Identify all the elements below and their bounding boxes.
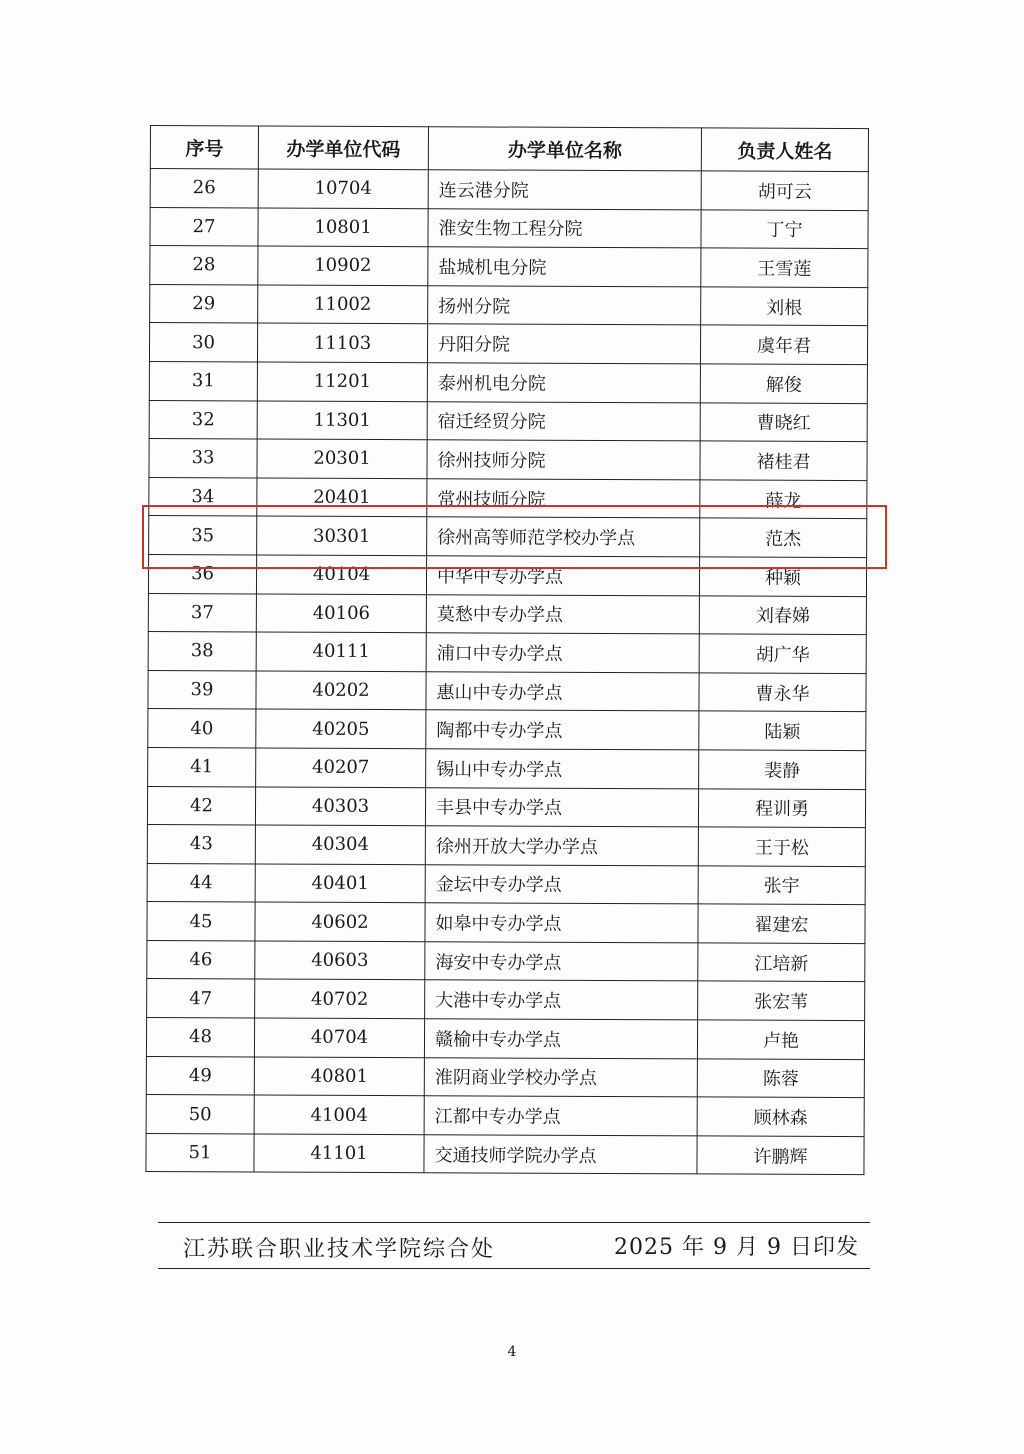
cell-index: 47 bbox=[147, 979, 255, 1018]
cell-unit-code: 41004 bbox=[254, 1095, 424, 1134]
cell-index: 32 bbox=[149, 400, 257, 439]
cell-index: 31 bbox=[149, 361, 257, 400]
cell-unit-code: 40106 bbox=[256, 594, 426, 633]
table-row bbox=[147, 940, 865, 982]
cell-unit-name: 海安中专办学点 bbox=[425, 942, 698, 982]
table-row bbox=[149, 516, 867, 558]
cell-unit-code: 40303 bbox=[255, 786, 425, 825]
table-row bbox=[146, 1056, 864, 1098]
cell-unit-code: 40207 bbox=[256, 748, 426, 787]
table-row bbox=[149, 361, 867, 403]
table-header-row bbox=[150, 126, 868, 172]
cell-unit-code: 40205 bbox=[256, 709, 426, 748]
table-row bbox=[150, 169, 868, 211]
cell-unit-code: 40401 bbox=[255, 864, 425, 903]
cell-index: 45 bbox=[147, 902, 255, 941]
cell-unit-name: 如皋中专办学点 bbox=[425, 903, 698, 943]
cell-unit-code: 20301 bbox=[257, 439, 427, 478]
cell-index: 28 bbox=[150, 246, 258, 285]
cell-unit-code: 11103 bbox=[257, 323, 427, 362]
cell-person-in-charge: 种颖 bbox=[699, 557, 866, 596]
cell-person-in-charge: 程训勇 bbox=[698, 788, 865, 827]
cell-person-in-charge: 虞年君 bbox=[700, 325, 867, 364]
cell-unit-code: 40202 bbox=[256, 671, 426, 710]
cell-person-in-charge: 许鹏辉 bbox=[697, 1136, 864, 1175]
page-number: 4 bbox=[507, 1344, 517, 1360]
cell-index: 43 bbox=[147, 825, 255, 864]
cell-person-in-charge: 顾林森 bbox=[697, 1097, 864, 1136]
cell-unit-code: 40801 bbox=[254, 1057, 424, 1096]
cell-index: 48 bbox=[146, 1018, 254, 1057]
cell-unit-code: 10902 bbox=[258, 246, 428, 285]
cell-unit-name: 莫愁中专办学点 bbox=[426, 594, 699, 634]
cell-unit-code: 40602 bbox=[255, 902, 425, 941]
table-row bbox=[147, 902, 865, 944]
cell-index: 44 bbox=[147, 863, 255, 902]
cell-person-in-charge: 王于松 bbox=[698, 827, 865, 866]
table-row bbox=[148, 554, 866, 596]
header-index: 序号 bbox=[150, 126, 258, 169]
cell-unit-name: 盐城机电分院 bbox=[428, 247, 701, 287]
cell-person-in-charge: 王雪莲 bbox=[701, 248, 868, 287]
cell-unit-name: 浦口中专办学点 bbox=[426, 633, 699, 673]
footer-date: 2025 年 9 月 9 日印发 bbox=[614, 1235, 859, 1260]
cell-unit-name: 泰州机电分院 bbox=[427, 363, 700, 403]
cell-index: 39 bbox=[148, 670, 256, 709]
cell-person-in-charge: 丁宁 bbox=[701, 209, 868, 248]
cell-person-in-charge: 曹永华 bbox=[699, 673, 866, 712]
table-row bbox=[149, 323, 867, 365]
cell-index: 46 bbox=[147, 940, 255, 979]
cell-index: 38 bbox=[148, 632, 256, 671]
cell-unit-code: 40704 bbox=[254, 1018, 424, 1057]
table-row bbox=[149, 477, 867, 519]
cell-index: 50 bbox=[146, 1095, 254, 1134]
cell-unit-name: 徐州技师分院 bbox=[427, 440, 700, 480]
cell-person-in-charge: 胡广华 bbox=[699, 634, 866, 673]
cell-unit-code: 40603 bbox=[255, 941, 425, 980]
cell-index: 26 bbox=[150, 169, 258, 208]
table-row bbox=[146, 1018, 864, 1060]
cell-unit-name: 连云港分院 bbox=[428, 170, 701, 210]
cell-index: 49 bbox=[146, 1056, 254, 1095]
cell-person-in-charge: 胡可云 bbox=[701, 171, 868, 210]
table-row bbox=[147, 979, 865, 1021]
table-row bbox=[150, 284, 868, 326]
cell-unit-name: 淮阴商业学校办学点 bbox=[424, 1057, 697, 1097]
cell-index: 27 bbox=[150, 207, 258, 246]
cell-person-in-charge: 范杰 bbox=[700, 518, 867, 557]
cell-unit-name: 陶都中专办学点 bbox=[426, 710, 699, 750]
cell-index: 30 bbox=[149, 323, 257, 362]
cell-person-in-charge: 薛龙 bbox=[700, 480, 867, 519]
cell-index: 40 bbox=[148, 709, 256, 748]
table-row bbox=[149, 400, 867, 442]
cell-unit-code: 40111 bbox=[256, 632, 426, 671]
table-row bbox=[147, 786, 865, 828]
cell-index: 41 bbox=[148, 747, 256, 786]
cell-person-in-charge: 陈蓉 bbox=[697, 1059, 864, 1098]
cell-unit-name: 徐州开放大学办学点 bbox=[425, 826, 698, 866]
cell-unit-name: 宿迁经贸分院 bbox=[427, 401, 700, 441]
footer-issuer: 江苏联合职业技术学院综合处 bbox=[183, 1237, 496, 1262]
cell-unit-code: 11301 bbox=[257, 401, 427, 440]
cell-person-in-charge: 刘春娣 bbox=[699, 595, 866, 634]
footer-bottom-rule bbox=[158, 1268, 870, 1269]
cell-unit-name: 惠山中专办学点 bbox=[426, 671, 699, 711]
cell-unit-code: 30301 bbox=[257, 516, 427, 555]
table-row bbox=[149, 439, 867, 481]
header-person-in-charge: 负责人姓名 bbox=[701, 128, 868, 172]
cell-index: 29 bbox=[150, 284, 258, 323]
table-row bbox=[150, 207, 868, 249]
cell-person-in-charge: 解俊 bbox=[700, 364, 867, 403]
cell-unit-name: 常州技师分院 bbox=[427, 478, 700, 518]
cell-index: 36 bbox=[148, 554, 256, 593]
cell-unit-name: 赣榆中专办学点 bbox=[424, 1019, 697, 1059]
cell-unit-name: 中华中专办学点 bbox=[426, 556, 699, 596]
table-row bbox=[148, 709, 866, 751]
cell-person-in-charge: 裴静 bbox=[699, 750, 866, 789]
table-row bbox=[148, 670, 866, 712]
cell-unit-name: 锡山中专办学点 bbox=[426, 749, 699, 789]
table-row bbox=[148, 747, 866, 789]
cell-index: 37 bbox=[148, 593, 256, 632]
cell-index: 42 bbox=[147, 786, 255, 825]
cell-index: 51 bbox=[146, 1133, 254, 1172]
table-body bbox=[146, 169, 868, 1176]
cell-index: 35 bbox=[149, 516, 257, 555]
header-unit-name: 办学单位名称 bbox=[428, 127, 701, 171]
table-row bbox=[150, 246, 868, 288]
cell-unit-code: 41101 bbox=[254, 1134, 424, 1173]
cell-unit-code: 11002 bbox=[258, 285, 428, 324]
cell-unit-name: 金坛中专办学点 bbox=[425, 864, 698, 904]
cell-unit-name: 大港中专办学点 bbox=[425, 980, 698, 1020]
table-row bbox=[146, 1133, 864, 1175]
cell-person-in-charge: 陆颖 bbox=[699, 711, 866, 750]
cell-index: 34 bbox=[149, 477, 257, 516]
cell-person-in-charge: 翟建宏 bbox=[698, 904, 865, 943]
table-row bbox=[148, 632, 866, 674]
cell-unit-code: 40702 bbox=[255, 979, 425, 1018]
footer-top-rule bbox=[158, 1222, 870, 1223]
cell-unit-code: 40304 bbox=[255, 825, 425, 864]
school-roster-table bbox=[145, 125, 869, 1176]
cell-person-in-charge: 曹晓红 bbox=[700, 402, 867, 441]
cell-person-in-charge: 张宇 bbox=[698, 866, 865, 905]
table-row bbox=[147, 825, 865, 867]
cell-unit-code: 20401 bbox=[257, 478, 427, 517]
cell-unit-code: 40104 bbox=[256, 555, 426, 594]
cell-unit-name: 江都中专办学点 bbox=[424, 1096, 697, 1136]
cell-person-in-charge: 江培新 bbox=[698, 943, 865, 982]
cell-unit-code: 10801 bbox=[258, 208, 428, 247]
cell-person-in-charge: 卢艳 bbox=[697, 1020, 864, 1059]
header-unit-code: 办学单位代码 bbox=[258, 126, 428, 170]
cell-unit-code: 11201 bbox=[257, 362, 427, 401]
cell-unit-name: 交通技师学院办学点 bbox=[424, 1135, 697, 1175]
cell-unit-name: 丰县中专办学点 bbox=[425, 787, 698, 827]
table-row bbox=[147, 863, 865, 905]
cell-unit-name: 扬州分院 bbox=[428, 285, 701, 325]
cell-unit-code: 10704 bbox=[258, 169, 428, 208]
cell-person-in-charge: 张宏苇 bbox=[698, 981, 865, 1020]
table-row bbox=[148, 593, 866, 635]
cell-unit-name: 丹阳分院 bbox=[427, 324, 700, 364]
cell-person-in-charge: 褚桂君 bbox=[700, 441, 867, 480]
cell-index: 33 bbox=[149, 439, 257, 478]
cell-person-in-charge: 刘根 bbox=[701, 287, 868, 326]
cell-unit-name: 淮安生物工程分院 bbox=[428, 208, 701, 248]
table-row bbox=[146, 1095, 864, 1137]
cell-unit-name: 徐州高等师范学校办学点 bbox=[427, 517, 700, 557]
